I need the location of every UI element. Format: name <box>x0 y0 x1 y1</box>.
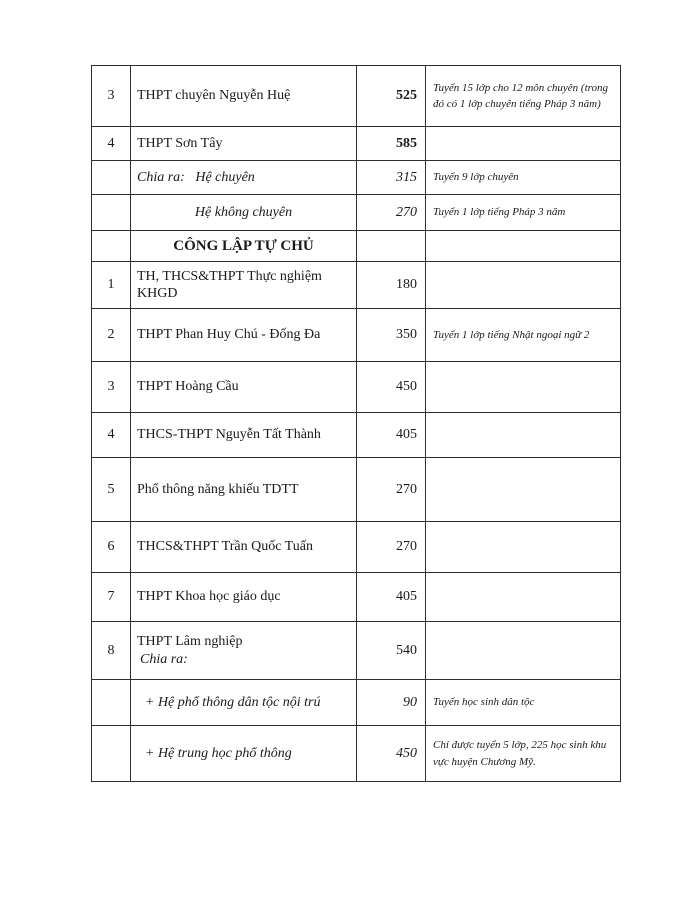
quota-value: 350 <box>396 327 417 343</box>
note-cell <box>426 231 621 262</box>
stt-cell <box>92 262 131 309</box>
stt-cell <box>92 362 131 413</box>
stt-cell <box>92 458 131 522</box>
quota-value: 585 <box>396 135 417 151</box>
school-name-cell <box>131 161 357 195</box>
table-row <box>92 127 621 161</box>
note-cell <box>426 262 621 309</box>
subdivision-label: + Hệ phổ thông dân tộc nội trú <box>145 694 321 710</box>
school-name-cell <box>131 573 357 622</box>
table-row <box>92 413 621 458</box>
quota-cell <box>357 522 426 573</box>
stt-cell <box>92 195 131 231</box>
note-cell <box>426 573 621 622</box>
quota-value: 450 <box>396 745 417 761</box>
quota-value: 90 <box>403 694 417 710</box>
school-name-cell <box>131 66 357 127</box>
quota-value: 270 <box>396 204 417 220</box>
row-number: 2 <box>107 327 115 343</box>
note-cell <box>426 127 621 161</box>
note-cell <box>426 522 621 573</box>
table-row <box>92 66 621 127</box>
quota-value: 270 <box>396 481 417 497</box>
school-name: THCS&THPT Trần Quốc Tuấn <box>137 539 313 555</box>
table-row <box>92 680 621 726</box>
subdivision-label: Hệ không chuyên <box>194 204 293 220</box>
school-name-cell <box>131 413 357 458</box>
table-row <box>92 573 621 622</box>
quota-cell <box>357 573 426 622</box>
table-row <box>92 622 621 680</box>
row-number: 7 <box>107 589 115 605</box>
note-text: Tuyển 15 lớp cho 12 môn chuyên (trong đó có 1 lớp chuyên tiếng Pháp 3 năm) <box>433 81 609 110</box>
table-row <box>92 161 621 195</box>
section-header-cell <box>131 231 357 262</box>
quota-value: 315 <box>396 169 417 185</box>
quota-cell <box>357 231 426 262</box>
quota-value: 525 <box>396 88 417 104</box>
subdivision-label: Chia ra: Hệ chuyên <box>137 169 255 185</box>
note-cell <box>426 413 621 458</box>
school-name: THPT Khoa học giáo dục <box>137 589 281 605</box>
table-row <box>92 195 621 231</box>
school-name: TH, THCS&THPT Thực nghiệm KHGD <box>137 268 326 301</box>
note-text: Tuyển học sinh dân tộc <box>433 696 535 709</box>
row-number: 3 <box>107 379 115 395</box>
quota-value: 270 <box>396 539 417 555</box>
note-cell <box>426 726 621 782</box>
school-name: THCS-THPT Nguyễn Tất Thành <box>137 427 321 443</box>
quota-cell <box>357 726 426 782</box>
note-text: Tuyển 1 lớp tiếng Pháp 3 năm <box>433 206 566 219</box>
row-number: 5 <box>107 481 115 497</box>
quota-value: 540 <box>396 642 417 658</box>
row-number: 1 <box>107 277 115 293</box>
quota-cell <box>357 127 426 161</box>
note-cell <box>426 362 621 413</box>
stt-cell <box>92 522 131 573</box>
table-row <box>92 262 621 309</box>
quota-cell <box>357 458 426 522</box>
school-name: THPT Lâm nghiệp <box>137 634 243 649</box>
note-text: Chỉ được tuyển 5 lớp, 225 học sinh khu vực huyện Chương Mỹ. <box>433 739 607 768</box>
quota-value: 180 <box>396 277 417 293</box>
note-cell <box>426 680 621 726</box>
school-name-cell <box>131 622 357 680</box>
school-name-cell <box>131 680 357 726</box>
quota-cell <box>357 680 426 726</box>
stt-cell <box>92 680 131 726</box>
school-name-cell <box>131 362 357 413</box>
note-cell <box>426 622 621 680</box>
stt-cell <box>92 573 131 622</box>
note-text: Tuyển 9 lớp chuyên <box>433 171 519 184</box>
quota-cell <box>357 262 426 309</box>
row-number: 6 <box>107 539 115 555</box>
quota-cell <box>357 309 426 362</box>
school-name-cell <box>131 127 357 161</box>
stt-cell <box>92 726 131 782</box>
quota-cell <box>357 622 426 680</box>
school-name: THPT chuyên Nguyễn Huệ <box>137 88 291 104</box>
school-name-cell <box>131 522 357 573</box>
school-name-cell <box>131 262 357 309</box>
subdivision-label: Chia ra: <box>140 651 188 667</box>
stt-cell <box>92 66 131 127</box>
row-number: 4 <box>107 427 115 443</box>
school-name-cell <box>131 309 357 362</box>
school-name: Phổ thông năng khiếu TDTT <box>137 481 299 497</box>
stt-cell <box>92 309 131 362</box>
note-text: Tuyển 1 lớp tiếng Nhật ngoại ngữ 2 <box>433 328 590 341</box>
school-name-cell <box>131 458 357 522</box>
stt-cell <box>92 622 131 680</box>
note-cell <box>426 309 621 362</box>
quota-value: 405 <box>396 427 417 443</box>
section-title: CÔNG LẬP TỰ CHỦ <box>173 237 314 254</box>
school-name: THPT Hoàng Cầu <box>137 379 239 395</box>
quota-cell <box>357 161 426 195</box>
note-cell <box>426 161 621 195</box>
row-number: 4 <box>107 135 115 151</box>
table-row <box>92 309 621 362</box>
section-header-row <box>92 231 621 262</box>
row-number: 8 <box>107 642 115 658</box>
note-cell <box>426 195 621 231</box>
table-row <box>92 362 621 413</box>
quota-cell <box>357 362 426 413</box>
quota-value: 405 <box>396 589 417 605</box>
stt-cell <box>92 231 131 262</box>
stt-cell <box>92 161 131 195</box>
note-cell <box>426 66 621 127</box>
quota-value: 450 <box>396 379 417 395</box>
table-row <box>92 522 621 573</box>
stt-cell <box>92 127 131 161</box>
note-cell <box>426 458 621 522</box>
stt-cell <box>92 413 131 458</box>
school-name: THPT Sơn Tây <box>137 135 223 151</box>
table-row <box>92 458 621 522</box>
table-row <box>92 726 621 782</box>
school-name-cell <box>131 726 357 782</box>
quota-cell <box>357 195 426 231</box>
quota-cell <box>357 66 426 127</box>
subdivision-label: + Hệ trung học phổ thông <box>145 745 292 761</box>
enrollment-quota-table <box>91 65 621 782</box>
school-name: THPT Phan Huy Chú - Đống Đa <box>137 327 321 343</box>
row-number: 3 <box>107 88 115 104</box>
quota-cell <box>357 413 426 458</box>
school-name-cell <box>131 195 357 231</box>
